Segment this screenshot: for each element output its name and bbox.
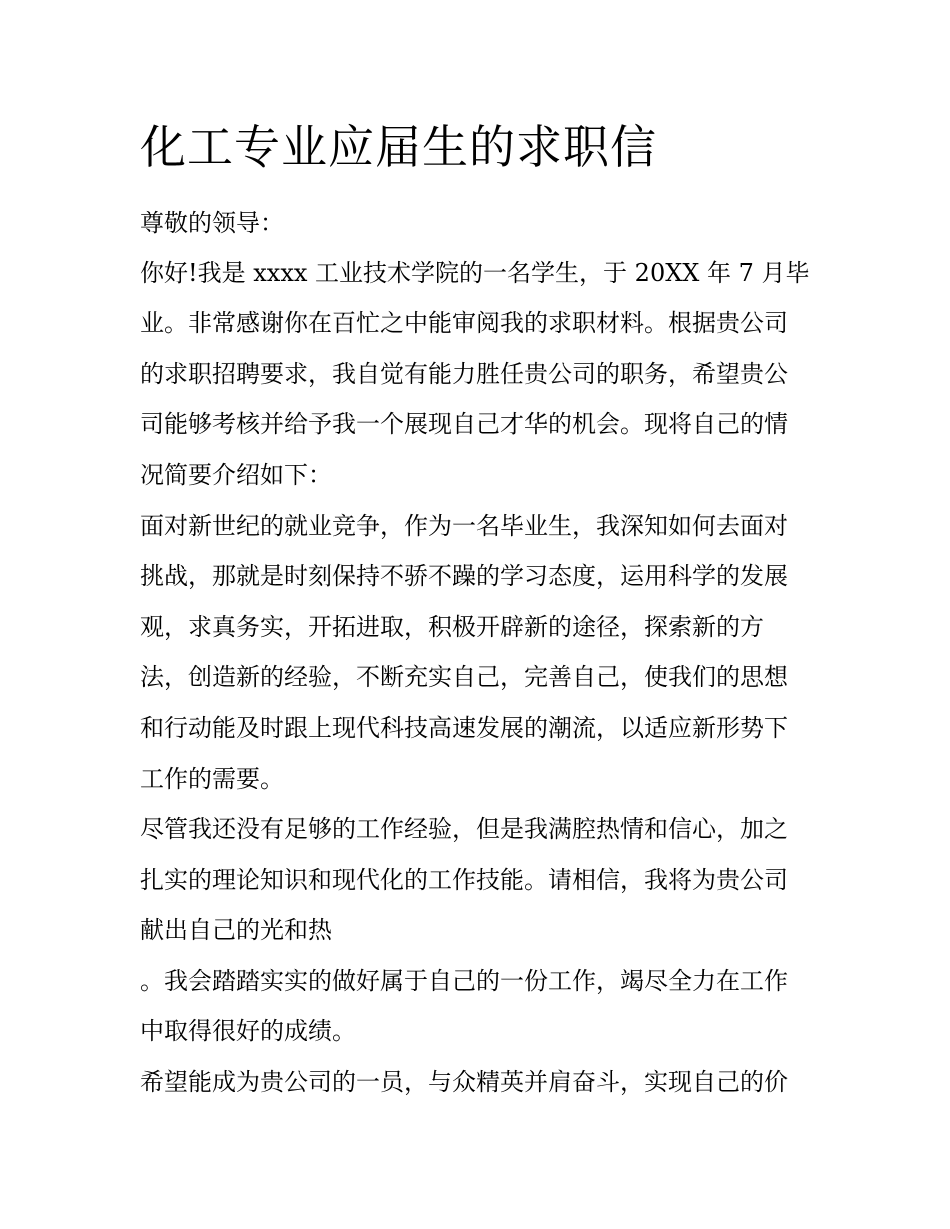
body-line: 观，求真务实，开拓进取，积极开辟新的途径，探索新的方 <box>140 613 764 641</box>
body-line: 扎实的理论知识和现代化的工作技能。请相信，我将为贵公司 <box>140 866 788 894</box>
body-line: 挑战，那就是时刻保持不骄不躁的学习态度，运用科学的发展 <box>140 562 788 590</box>
body-line: 况简要介绍如下： <box>140 461 332 489</box>
body-line: 和行动能及时跟上现代科技高速发展的潮流，以适应新形势下 <box>140 714 788 742</box>
body-line: 工作的需要。 <box>140 765 284 793</box>
body-line: 你好!我是 xxxx 工业技术学院的一名学生，于 20XX 年 7 月毕 <box>140 259 810 287</box>
body-line: 献出自己的光和热 <box>140 916 332 944</box>
body-line: 中取得很好的成绩。 <box>140 1017 356 1045</box>
body-line: 。我会踏踏实实的做好属于自己的一份工作，竭尽全力在工作 <box>140 967 788 995</box>
body-line: 法，创造新的经验，不断充实自己，完善自己，使我们的思想 <box>140 663 788 691</box>
body-line: 的求职招聘要求，我自觉有能力胜任贵公司的职务，希望贵公 <box>140 360 788 388</box>
body-line: 尽管我还没有足够的工作经验，但是我满腔热情和信心，加之 <box>140 815 788 843</box>
body-line: 业。非常感谢你在百忙之中能审阅我的求职材料。根据贵公司 <box>140 309 788 337</box>
body-line: 司能够考核并给予我一个展现自己才华的机会。现将自己的情 <box>140 410 788 438</box>
greeting-line: 尊敬的领导： <box>140 209 284 237</box>
body-line: 希望能成为贵公司的一员，与众精英并肩奋斗，实现自己的价 <box>140 1068 788 1096</box>
body-line: 面对新世纪的就业竞争，作为一名毕业生，我深知如何去面对 <box>140 512 788 540</box>
document-title: 化工专业应届生的求职信 <box>140 120 657 174</box>
